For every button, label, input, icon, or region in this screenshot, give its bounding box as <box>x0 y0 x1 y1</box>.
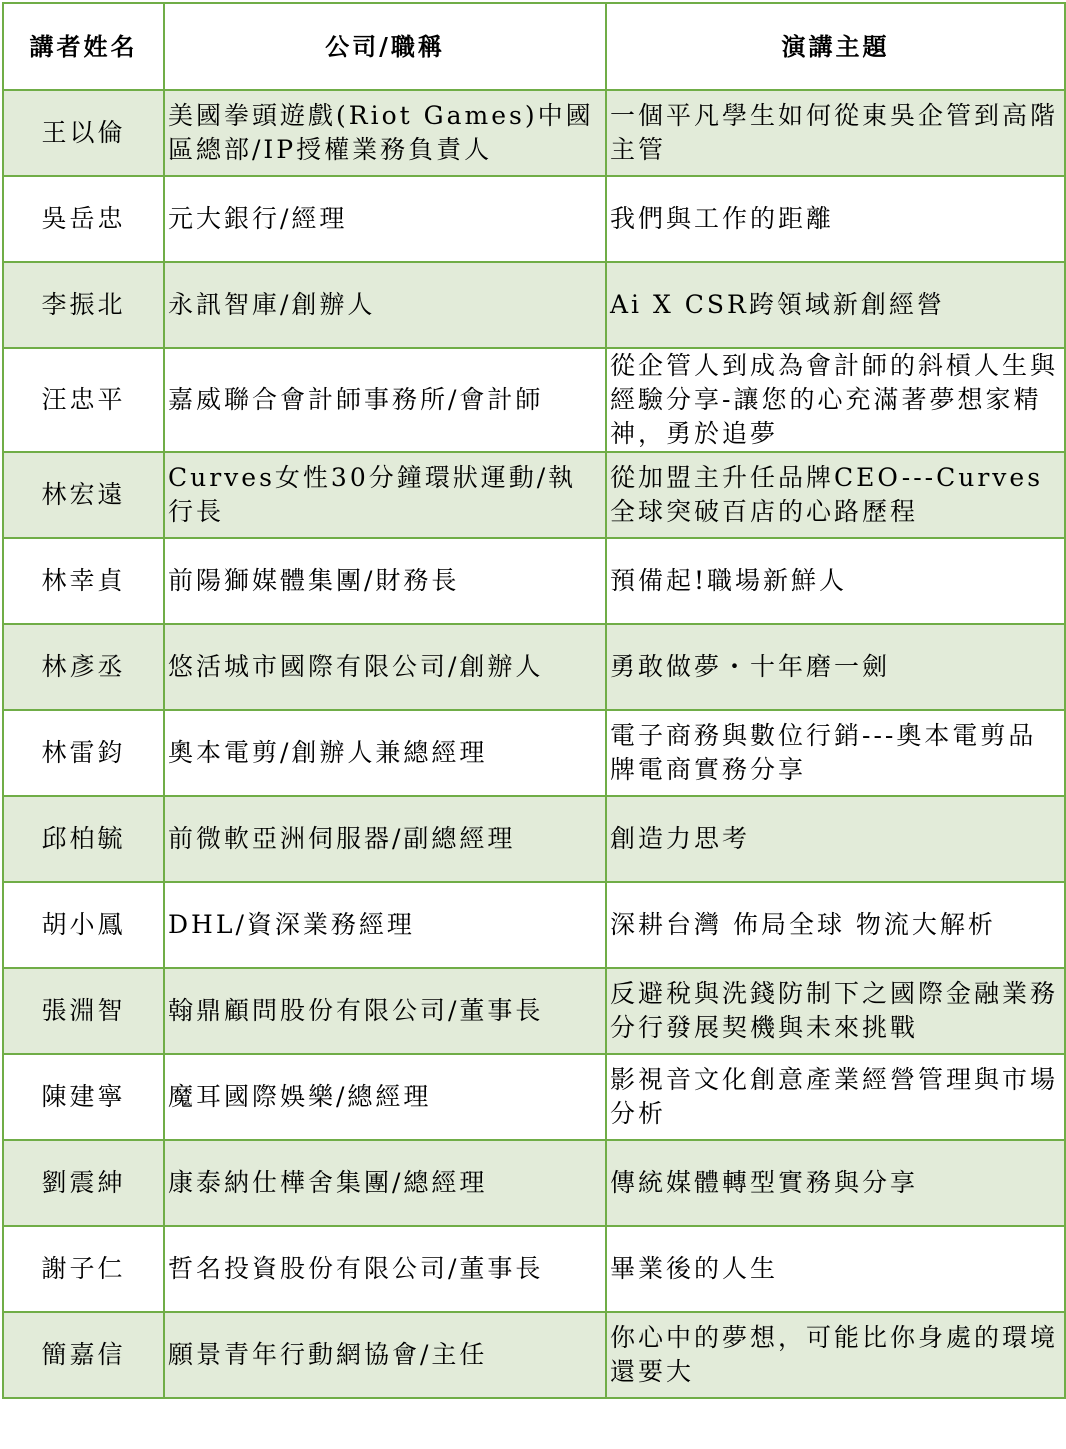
speaker-topic: 傳統媒體轉型實務與分享 <box>606 1140 1065 1226</box>
speaker-name: 陳建寧 <box>3 1054 164 1140</box>
table-row <box>3 452 1065 538</box>
speaker-name: 邱柏毓 <box>3 796 164 882</box>
speaker-topic: 勇敢做夢・十年磨一劍 <box>606 624 1065 710</box>
speaker-name: 林幸貞 <box>3 538 164 624</box>
speaker-topic: 反避稅與洗錢防制下之國際金融業務分行發展契機與未來挑戰 <box>606 968 1065 1054</box>
speaker-company: 哲名投資股份有限公司/董事長 <box>164 1226 606 1312</box>
speaker-name: 謝子仁 <box>3 1226 164 1312</box>
speaker-topic: 你心中的夢想，可能比你身處的環境還要大 <box>606 1312 1065 1398</box>
speaker-company: 魔耳國際娛樂/總經理 <box>164 1054 606 1140</box>
header-row <box>3 3 1065 90</box>
speaker-name: 林雷鈞 <box>3 710 164 796</box>
table-row <box>3 968 1065 1054</box>
speaker-topic: Ai X CSR跨領域新創經營 <box>606 262 1065 348</box>
speaker-topic: 我們與工作的距離 <box>606 176 1065 262</box>
speaker-company: 嘉威聯合會計師事務所/會計師 <box>164 348 606 452</box>
speaker-company: 前陽獅媒體集團/財務長 <box>164 538 606 624</box>
speaker-topic: 創造力思考 <box>606 796 1065 882</box>
speaker-topic: 預備起!職場新鮮人 <box>606 538 1065 624</box>
speaker-name: 林彥丞 <box>3 624 164 710</box>
speaker-company: 願景青年行動網協會/主任 <box>164 1312 606 1398</box>
speaker-topic: 電子商務與數位行銷---奧本電剪品牌電商實務分享 <box>606 710 1065 796</box>
speaker-name: 李振北 <box>3 262 164 348</box>
speaker-company: Curves女性30分鐘環狀運動/執行長 <box>164 452 606 538</box>
speaker-topic: 一個平凡學生如何從東吳企管到高階主管 <box>606 90 1065 176</box>
speaker-topic: 從企管人到成為會計師的斜槓人生與經驗分享-讓您的心充滿著夢想家精神，勇於追夢 <box>606 348 1065 452</box>
table-row <box>3 538 1065 624</box>
speaker-topic: 影視音文化創意產業經營管理與市場分析 <box>606 1054 1065 1140</box>
table-row <box>3 624 1065 710</box>
table-row <box>3 348 1065 452</box>
speaker-table <box>2 2 1066 1399</box>
table-row <box>3 882 1065 968</box>
speaker-name: 胡小鳳 <box>3 882 164 968</box>
speaker-name: 張淵智 <box>3 968 164 1054</box>
speaker-company: 奧本電剪/創辦人兼總經理 <box>164 710 606 796</box>
header-topic: 演講主題 <box>606 3 1065 90</box>
speaker-name: 劉震紳 <box>3 1140 164 1226</box>
speaker-topic: 深耕台灣 佈局全球 物流大解析 <box>606 882 1065 968</box>
speaker-company: 美國拳頭遊戲(Riot Games)中國區總部/IP授權業務負責人 <box>164 90 606 176</box>
speaker-company: 元大銀行/經理 <box>164 176 606 262</box>
table-row <box>3 1140 1065 1226</box>
table-row <box>3 90 1065 176</box>
header-speaker-name: 講者姓名 <box>3 3 164 90</box>
table-row <box>3 262 1065 348</box>
speaker-company: DHL/資深業務經理 <box>164 882 606 968</box>
table-row <box>3 710 1065 796</box>
speaker-company: 康泰納仕樺舍集團/總經理 <box>164 1140 606 1226</box>
table-row <box>3 796 1065 882</box>
speaker-company: 前微軟亞洲伺服器/副總經理 <box>164 796 606 882</box>
speaker-name: 林宏遠 <box>3 452 164 538</box>
speaker-name: 汪忠平 <box>3 348 164 452</box>
speaker-topic: 畢業後的人生 <box>606 1226 1065 1312</box>
table-row <box>3 1312 1065 1398</box>
speaker-company: 翰鼎顧問股份有限公司/董事長 <box>164 968 606 1054</box>
speaker-name: 吳岳忠 <box>3 176 164 262</box>
table-row <box>3 176 1065 262</box>
speaker-name: 王以倫 <box>3 90 164 176</box>
speaker-topic: 從加盟主升任品牌CEO---Curves全球突破百店的心路歷程 <box>606 452 1065 538</box>
table-row <box>3 1054 1065 1140</box>
header-company-title: 公司/職稱 <box>164 3 606 90</box>
speaker-company: 悠活城市國際有限公司/創辦人 <box>164 624 606 710</box>
speaker-company: 永訊智庫/創辦人 <box>164 262 606 348</box>
speaker-name: 簡嘉信 <box>3 1312 164 1398</box>
table-row <box>3 1226 1065 1312</box>
